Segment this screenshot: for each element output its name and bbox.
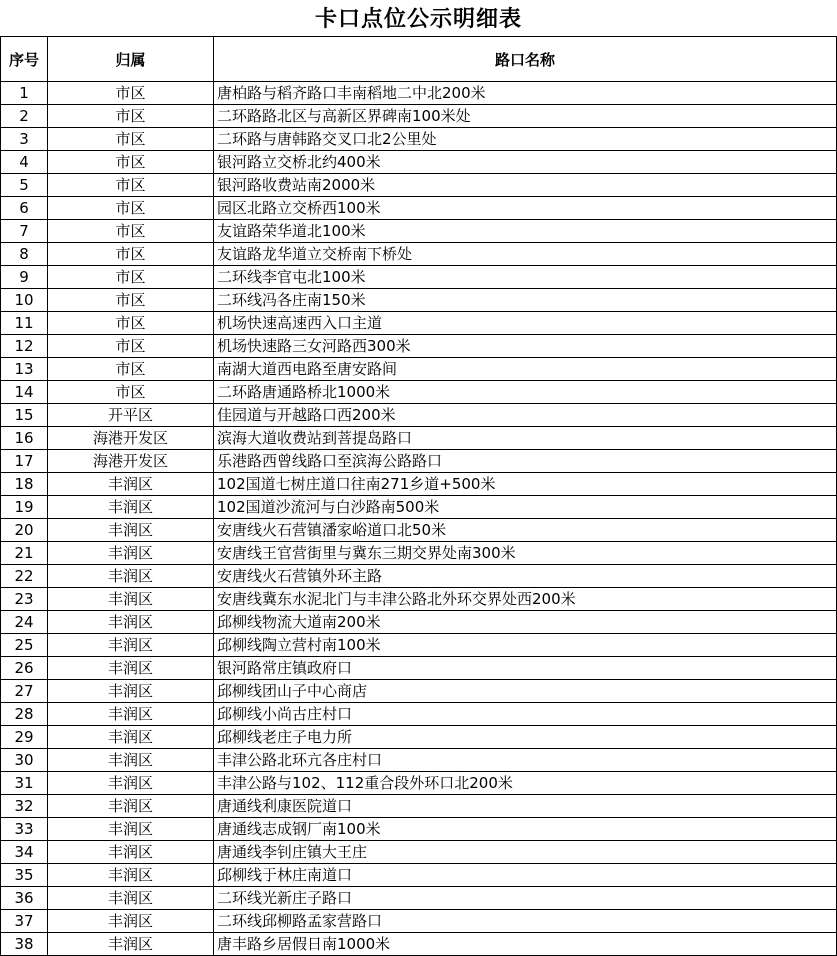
header-index[interactable]: 序号 xyxy=(1,37,48,82)
location-cell[interactable]: 银河路常庄镇政府口 xyxy=(214,657,837,680)
checkpoint-table xyxy=(0,36,837,956)
row-number-cell[interactable]: 38 xyxy=(1,933,48,956)
district-cell[interactable]: 市区 xyxy=(48,128,214,151)
location-cell[interactable]: 邱柳线于林庄南道口 xyxy=(214,864,837,887)
district-cell[interactable]: 开平区 xyxy=(48,404,214,427)
location-cell[interactable]: 邱柳线团山子中心商店 xyxy=(214,680,837,703)
district-cell[interactable]: 丰润区 xyxy=(48,726,214,749)
table-row xyxy=(1,105,837,128)
row-number-cell[interactable]: 16 xyxy=(1,427,48,450)
location-cell[interactable]: 二环路路北区与高新区界碑南100米处 xyxy=(214,105,837,128)
row-number-cell[interactable]: 20 xyxy=(1,519,48,542)
district-cell[interactable]: 市区 xyxy=(48,312,214,335)
table-row xyxy=(1,450,837,473)
row-number-cell[interactable]: 3 xyxy=(1,128,48,151)
row-number-cell[interactable]: 6 xyxy=(1,197,48,220)
district-cell[interactable]: 丰润区 xyxy=(48,657,214,680)
location-cell[interactable]: 南湖大道西电路至唐安路间 xyxy=(214,358,837,381)
location-cell[interactable]: 邱柳线小尚古庄村口 xyxy=(214,703,837,726)
row-number-cell[interactable]: 32 xyxy=(1,795,48,818)
district-cell[interactable]: 市区 xyxy=(48,82,214,105)
table-row xyxy=(1,818,837,841)
table-row xyxy=(1,473,837,496)
row-number-cell[interactable]: 24 xyxy=(1,611,48,634)
district-cell[interactable]: 市区 xyxy=(48,381,214,404)
row-number-cell[interactable]: 14 xyxy=(1,381,48,404)
table-body xyxy=(1,82,837,956)
header-location[interactable]: 路口名称 xyxy=(214,37,837,82)
location-cell[interactable]: 丰津公路北环亢各庄村口 xyxy=(214,749,837,772)
location-cell[interactable]: 唐柏路与稻齐路口丰南稻地二中北200米 xyxy=(214,82,837,105)
table-header-row xyxy=(1,37,837,82)
row-number-cell[interactable]: 17 xyxy=(1,450,48,473)
location-cell[interactable]: 佳园道与开越路口西200米 xyxy=(214,404,837,427)
district-cell[interactable]: 市区 xyxy=(48,197,214,220)
district-cell[interactable]: 市区 xyxy=(48,151,214,174)
district-cell[interactable]: 丰润区 xyxy=(48,910,214,933)
table-row xyxy=(1,151,837,174)
district-cell[interactable]: 丰润区 xyxy=(48,680,214,703)
table-row xyxy=(1,749,837,772)
location-cell[interactable]: 二环线邱柳路孟家营路口 xyxy=(214,910,837,933)
district-cell[interactable]: 丰润区 xyxy=(48,818,214,841)
location-cell[interactable]: 邱柳线老庄子电力所 xyxy=(214,726,837,749)
table-row xyxy=(1,427,837,450)
row-number-cell[interactable]: 5 xyxy=(1,174,48,197)
table-row xyxy=(1,611,837,634)
district-cell[interactable]: 丰润区 xyxy=(48,887,214,910)
row-number-cell[interactable]: 18 xyxy=(1,473,48,496)
location-cell[interactable]: 二环线光新庄子路口 xyxy=(214,887,837,910)
location-cell[interactable]: 丰津公路与102、112重合段外环口北200米 xyxy=(214,772,837,795)
table-row xyxy=(1,588,837,611)
location-cell[interactable]: 二环线冯各庄南150米 xyxy=(214,289,837,312)
district-cell[interactable]: 市区 xyxy=(48,243,214,266)
table-row xyxy=(1,381,837,404)
table-row xyxy=(1,404,837,427)
district-cell[interactable]: 丰润区 xyxy=(48,772,214,795)
row-number-cell[interactable]: 13 xyxy=(1,358,48,381)
table-row xyxy=(1,795,837,818)
district-cell[interactable]: 丰润区 xyxy=(48,703,214,726)
row-number-cell[interactable]: 31 xyxy=(1,772,48,795)
district-cell[interactable]: 丰润区 xyxy=(48,841,214,864)
location-cell[interactable]: 唐丰路乡居假日南1000米 xyxy=(214,933,837,956)
location-cell[interactable]: 安唐线王官营街里与冀东三期交界处南300米 xyxy=(214,542,837,565)
table-row xyxy=(1,335,837,358)
location-cell[interactable]: 银河路立交桥北约400米 xyxy=(214,151,837,174)
table-row xyxy=(1,542,837,565)
table-row xyxy=(1,634,837,657)
table-row xyxy=(1,496,837,519)
district-cell[interactable]: 丰润区 xyxy=(48,634,214,657)
district-cell[interactable]: 海港开发区 xyxy=(48,450,214,473)
row-number-cell[interactable]: 26 xyxy=(1,657,48,680)
row-number-cell[interactable]: 27 xyxy=(1,680,48,703)
district-cell[interactable]: 丰润区 xyxy=(48,496,214,519)
district-cell[interactable]: 丰润区 xyxy=(48,611,214,634)
location-cell[interactable]: 友谊路龙华道立交桥南下桥处 xyxy=(214,243,837,266)
district-cell[interactable]: 市区 xyxy=(48,289,214,312)
table-row xyxy=(1,657,837,680)
district-cell[interactable]: 丰润区 xyxy=(48,795,214,818)
location-cell[interactable]: 机场快速高速西入口主道 xyxy=(214,312,837,335)
district-cell[interactable]: 丰润区 xyxy=(48,473,214,496)
row-number-cell[interactable]: 4 xyxy=(1,151,48,174)
table-row xyxy=(1,358,837,381)
location-cell[interactable]: 唐通线利康医院道口 xyxy=(214,795,837,818)
row-number-cell[interactable]: 34 xyxy=(1,841,48,864)
location-cell[interactable]: 安唐线冀东水泥北门与丰津公路北外环交界处西200米 xyxy=(214,588,837,611)
row-number-cell[interactable]: 19 xyxy=(1,496,48,519)
location-cell[interactable]: 友谊路荣华道北100米 xyxy=(214,220,837,243)
location-cell[interactable]: 银河路收费站南2000米 xyxy=(214,174,837,197)
location-cell[interactable]: 二环线李官屯北100米 xyxy=(214,266,837,289)
row-number-cell[interactable]: 11 xyxy=(1,312,48,335)
location-cell[interactable]: 唐通线李钊庄镇大王庄 xyxy=(214,841,837,864)
location-cell[interactable]: 机场快速路三女河路西300米 xyxy=(214,335,837,358)
table-row xyxy=(1,772,837,795)
row-number-cell[interactable]: 7 xyxy=(1,220,48,243)
location-cell[interactable]: 安唐线火石营镇外环主路 xyxy=(214,565,837,588)
district-cell[interactable]: 丰润区 xyxy=(48,749,214,772)
table-row xyxy=(1,910,837,933)
table-row xyxy=(1,243,837,266)
row-number-cell[interactable]: 28 xyxy=(1,703,48,726)
district-cell[interactable]: 市区 xyxy=(48,335,214,358)
row-number-cell[interactable]: 10 xyxy=(1,289,48,312)
row-number-cell[interactable]: 1 xyxy=(1,82,48,105)
row-number-cell[interactable]: 9 xyxy=(1,266,48,289)
district-cell[interactable]: 丰润区 xyxy=(48,542,214,565)
table-row xyxy=(1,174,837,197)
location-cell[interactable]: 唐通线志成钢厂南100米 xyxy=(214,818,837,841)
district-cell[interactable]: 市区 xyxy=(48,220,214,243)
row-number-cell[interactable]: 30 xyxy=(1,749,48,772)
table-row xyxy=(1,933,837,956)
table-row xyxy=(1,887,837,910)
district-cell[interactable]: 市区 xyxy=(48,358,214,381)
table-row xyxy=(1,703,837,726)
row-number-cell[interactable]: 22 xyxy=(1,565,48,588)
location-cell[interactable]: 二环路唐通路桥北1000米 xyxy=(214,381,837,404)
row-number-cell[interactable]: 25 xyxy=(1,634,48,657)
page-title: 卡口点位公示明细表 xyxy=(314,7,522,32)
row-number-cell[interactable]: 37 xyxy=(1,910,48,933)
table-row xyxy=(1,841,837,864)
district-cell[interactable]: 丰润区 xyxy=(48,864,214,887)
row-number-cell[interactable]: 36 xyxy=(1,887,48,910)
row-number-cell[interactable]: 35 xyxy=(1,864,48,887)
row-number-cell[interactable]: 2 xyxy=(1,105,48,128)
table-row xyxy=(1,519,837,542)
location-cell[interactable]: 102国道七树庄道口往南271乡道+500米 xyxy=(214,473,837,496)
district-cell[interactable]: 市区 xyxy=(48,266,214,289)
location-cell[interactable]: 邱柳线物流大道南200米 xyxy=(214,611,837,634)
table-row xyxy=(1,726,837,749)
row-number-cell[interactable]: 21 xyxy=(1,542,48,565)
row-number-cell[interactable]: 15 xyxy=(1,404,48,427)
district-cell[interactable]: 丰润区 xyxy=(48,519,214,542)
location-cell[interactable]: 滨海大道收费站到菩提岛路口 xyxy=(214,427,837,450)
table-row xyxy=(1,220,837,243)
table-row xyxy=(1,565,837,588)
location-cell[interactable]: 安唐线火石营镇潘家峪道口北50米 xyxy=(214,519,837,542)
district-cell[interactable]: 市区 xyxy=(48,105,214,128)
district-cell[interactable]: 市区 xyxy=(48,174,214,197)
district-cell[interactable]: 丰润区 xyxy=(48,588,214,611)
table-row xyxy=(1,197,837,220)
row-number-cell[interactable]: 29 xyxy=(1,726,48,749)
location-cell[interactable]: 乐港路西曾线路口至滨海公路路口 xyxy=(214,450,837,473)
table-row xyxy=(1,266,837,289)
header-district[interactable]: 归属 xyxy=(48,37,214,82)
row-number-cell[interactable]: 12 xyxy=(1,335,48,358)
table-row xyxy=(1,289,837,312)
table-row xyxy=(1,312,837,335)
row-number-cell[interactable]: 33 xyxy=(1,818,48,841)
table-row xyxy=(1,680,837,703)
location-cell[interactable]: 二环路与唐韩路交叉口北2公里处 xyxy=(214,128,837,151)
location-cell[interactable]: 邱柳线陶立营村南100米 xyxy=(214,634,837,657)
district-cell[interactable]: 海港开发区 xyxy=(48,427,214,450)
row-number-cell[interactable]: 23 xyxy=(1,588,48,611)
location-cell[interactable]: 102国道沙流河与白沙路南500米 xyxy=(214,496,837,519)
row-number-cell[interactable]: 8 xyxy=(1,243,48,266)
location-cell[interactable]: 园区北路立交桥西100米 xyxy=(214,197,837,220)
district-cell[interactable]: 丰润区 xyxy=(48,565,214,588)
table-row xyxy=(1,82,837,105)
table-row xyxy=(1,128,837,151)
district-cell[interactable]: 丰润区 xyxy=(48,933,214,956)
table-row xyxy=(1,864,837,887)
